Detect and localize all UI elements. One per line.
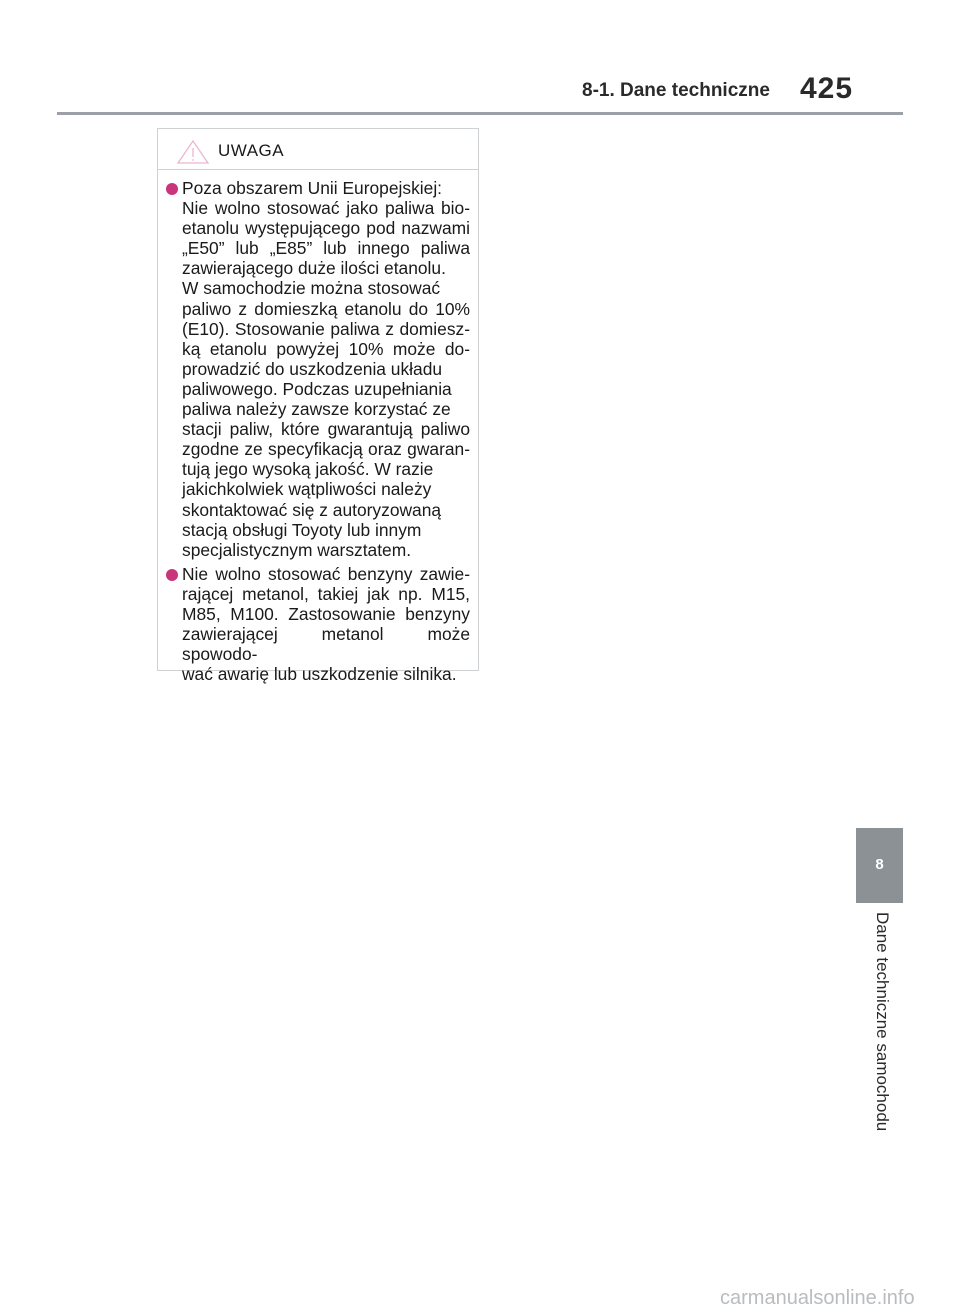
item-line: paliwowego. Podczas uzupełniania <box>182 378 452 399</box>
item-line: (E10). Stosowanie paliwa z domiesz- <box>182 318 470 339</box>
warning-item-1 <box>166 178 470 560</box>
item-line: stacją obsługi Toyoty lub innym <box>182 519 422 540</box>
warning-body <box>158 170 478 684</box>
item-line: Nie wolno stosować jako paliwa bio- <box>182 198 470 219</box>
item-line: specjalistycznym warsztatem. <box>182 539 412 560</box>
warning-box <box>157 128 479 685</box>
warning-title: UWAGA <box>218 141 285 160</box>
bullet-dot-icon <box>166 569 178 581</box>
item-line: paliwo z domieszką etanolu do 10% <box>182 298 470 319</box>
item-line: skontaktować się z autoryzowaną <box>182 499 442 520</box>
item-line: tują jego wysoką jakość. W razie <box>182 459 434 480</box>
item-line: Poza obszarem Unii Europejskiej: <box>182 178 443 198</box>
chapter-number: 8 <box>875 856 884 873</box>
chapter-tab[interactable] <box>856 828 903 903</box>
bullet-dot-icon <box>166 183 178 195</box>
item-line: stacji paliw, które gwarantują paliwo <box>182 419 470 440</box>
item-line: M85, M100. Zastosowanie benzyny <box>182 603 470 624</box>
item-line: Nie wolno stosować benzyny zawie- <box>182 563 470 584</box>
item-line: etanolu występującego pod nazwami <box>182 218 470 239</box>
item-line: zawierającej metanol może spowodo- <box>182 624 470 665</box>
item-line: „E50” lub „E85” lub innego paliwa <box>182 238 470 259</box>
item-line: prowadzić do uszkodzenia układu <box>182 358 443 379</box>
item-line: W samochodzie można stosować <box>182 278 441 299</box>
item-line: wać awarię lub uszkodzenie silnika. <box>182 664 457 685</box>
page-number: 425 <box>800 72 854 105</box>
warning-triangle-icon <box>176 139 210 165</box>
warning-header <box>158 129 478 170</box>
section-title: 8-1. Dane techniczne <box>582 80 770 101</box>
item-line: paliwa należy zawsze korzystać ze <box>182 399 451 420</box>
chapter-label: Dane techniczne samochodu <box>873 912 892 1132</box>
header-divider <box>57 112 903 115</box>
item-line: ką etanolu powyżej 10% może do- <box>182 338 470 359</box>
item-line: zawierającego duże ilości etanolu. <box>182 258 446 279</box>
warning-item-2 <box>166 564 470 685</box>
item-line: rającej metanol, takiej jak np. M15, <box>182 583 470 604</box>
item-line: zgodne ze specyfikacją oraz gwaran- <box>182 439 470 460</box>
item-line: jakichkolwiek wątpliwości należy <box>182 479 432 500</box>
watermark: carmanualsonline.info <box>720 1287 915 1309</box>
